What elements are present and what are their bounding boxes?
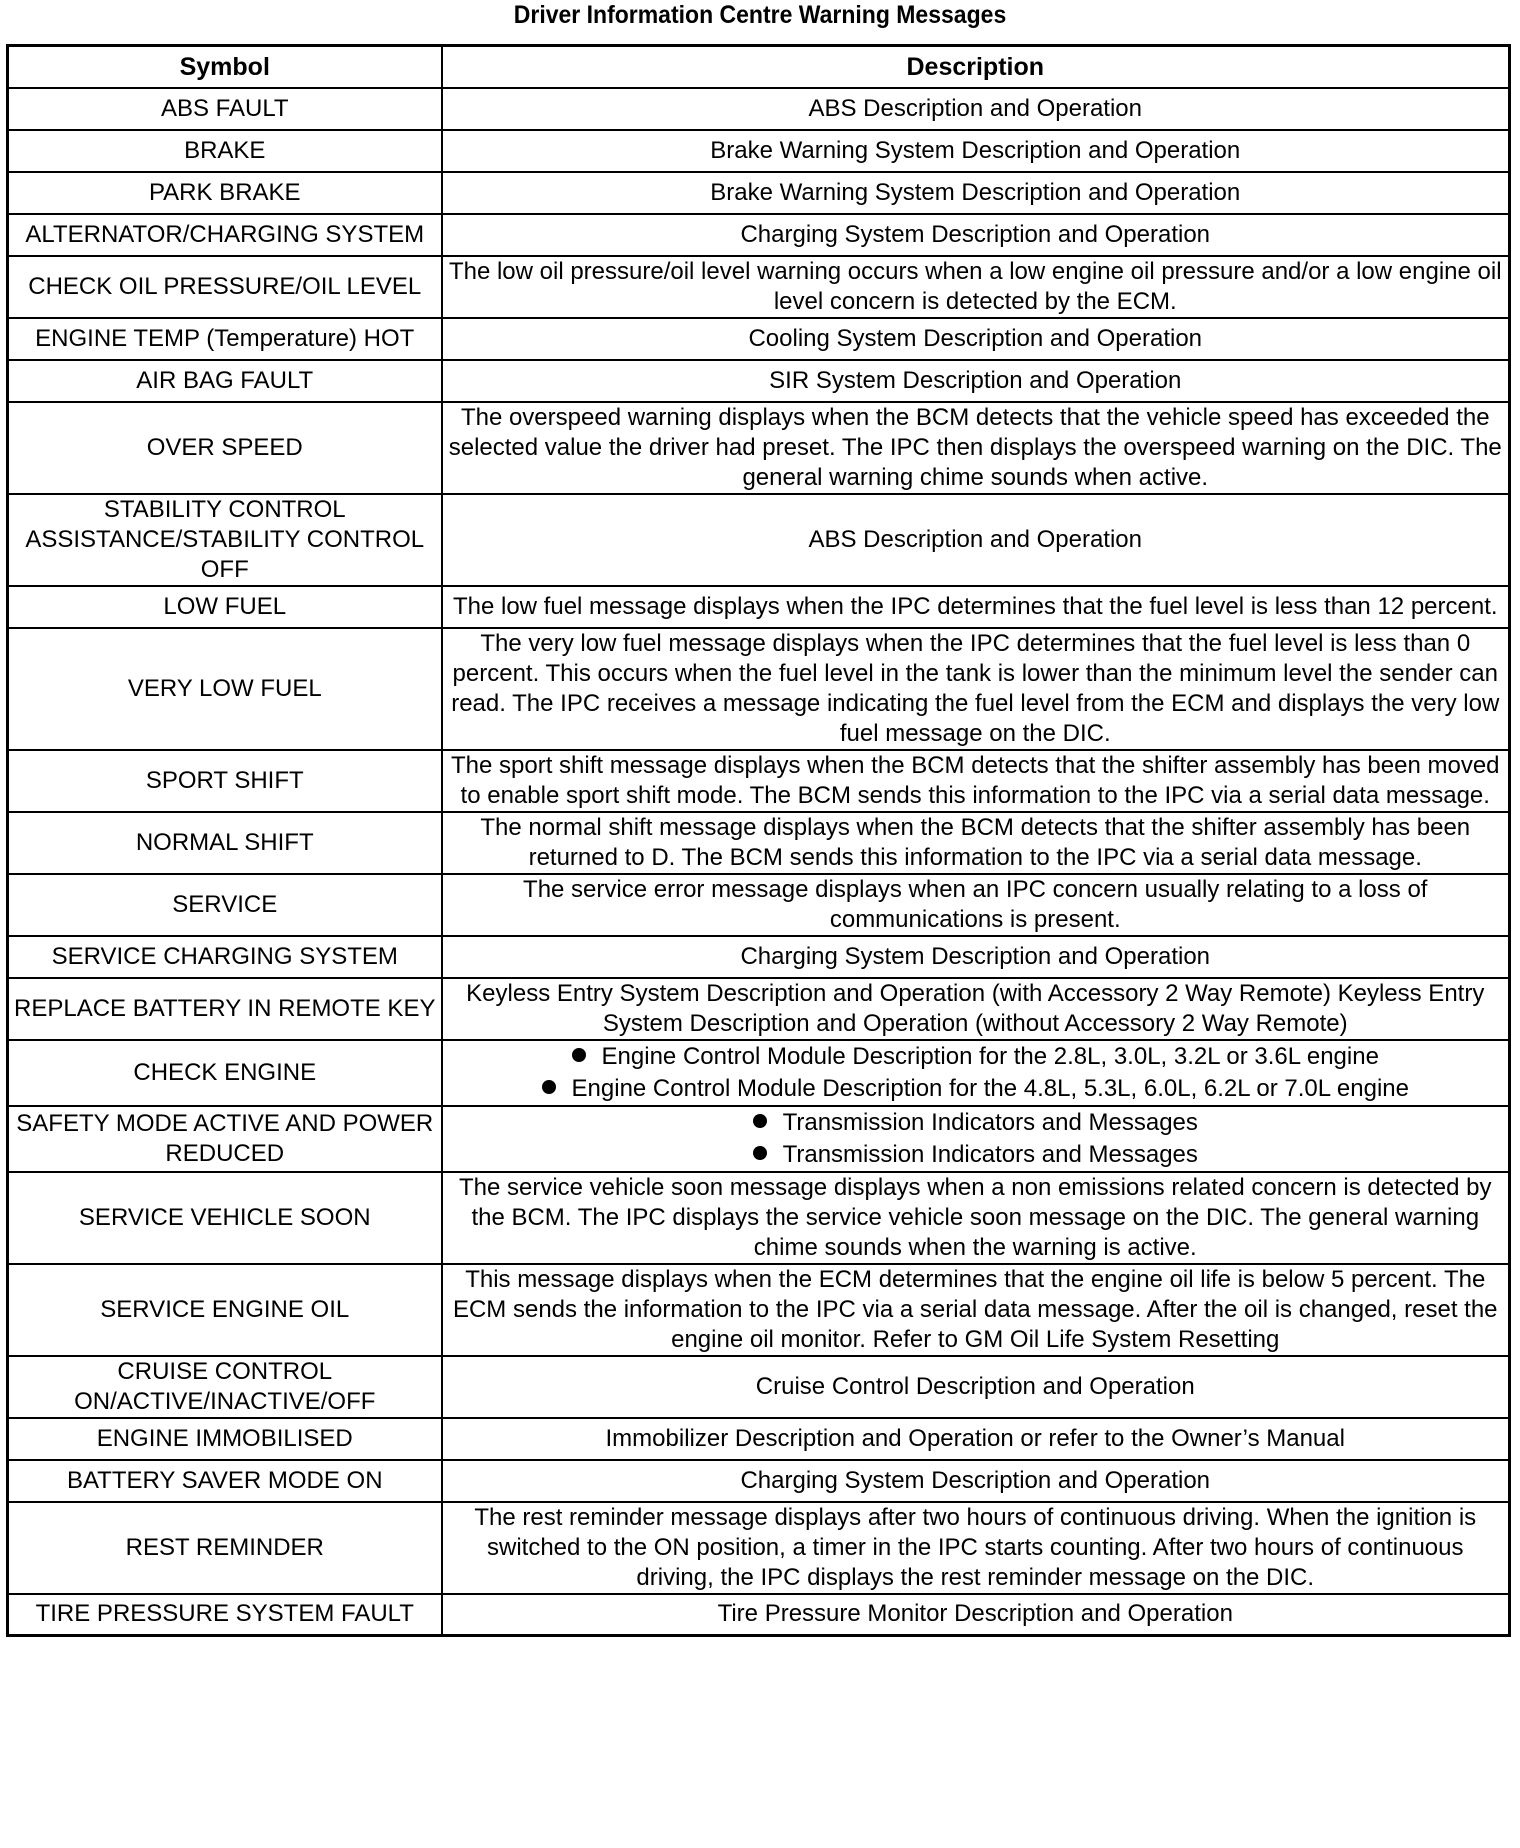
table-row bbox=[8, 874, 1510, 936]
symbol-cell: BATTERY SAVER MODE ON bbox=[8, 1460, 442, 1502]
table-row bbox=[8, 172, 1510, 214]
bullet-item bbox=[449, 1107, 1503, 1139]
description-cell: SIR System Description and Operation bbox=[442, 360, 1510, 402]
symbol-cell: ALTERNATOR/CHARGING SYSTEM bbox=[8, 214, 442, 256]
bullet-text: Engine Control Module Description for the 4.8L, 5.3L, 6.0L, 6.2L or 7.0L engine bbox=[571, 1074, 1409, 1102]
description-cell: The low oil pressure/oil level warning occurs when a low engine oil pressure and/or a low engine oil level concern is detected by the ECM. bbox=[442, 256, 1510, 318]
table-row bbox=[8, 1106, 1510, 1172]
description-cell bbox=[442, 1040, 1510, 1106]
symbol-cell: ENGINE IMMOBILISED bbox=[8, 1418, 442, 1460]
description-cell: Brake Warning System Description and Operation bbox=[442, 130, 1510, 172]
bullet-dot-icon bbox=[753, 1114, 767, 1128]
description-cell: Charging System Description and Operation bbox=[442, 1460, 1510, 1502]
description-cell: The service vehicle soon message displays when a non emissions related concern is detected by the BCM. The IPC displays the service vehicle soon message on the DIC. The general warning chime sounds when the warning is active. bbox=[442, 1172, 1510, 1264]
symbol-cell: SERVICE VEHICLE SOON bbox=[8, 1172, 442, 1264]
symbol-cell: BRAKE bbox=[8, 130, 442, 172]
symbol-cell: ENGINE TEMP (Temperature) HOT bbox=[8, 318, 442, 360]
symbol-cell: REST REMINDER bbox=[8, 1502, 442, 1594]
description-cell: Charging System Description and Operation bbox=[442, 936, 1510, 978]
table-row bbox=[8, 1040, 1510, 1106]
description-cell: Keyless Entry System Description and Operation (with Accessory 2 Way Remote) Keyless Entry System Description and Operation (without Accessory 2 Way Remote) bbox=[442, 978, 1510, 1040]
description-cell: This message displays when the ECM determines that the engine oil life is below 5 percent. The ECM sends the information to the IPC via a serial data message. After the oil is changed, reset the engine oil monitor. Refer to GM Oil Life System Resetting bbox=[442, 1264, 1510, 1356]
symbol-cell: AIR BAG FAULT bbox=[8, 360, 442, 402]
table-row bbox=[8, 750, 1510, 812]
table-row bbox=[8, 1594, 1510, 1636]
description-cell: Charging System Description and Operation bbox=[442, 214, 1510, 256]
symbol-cell: LOW FUEL bbox=[8, 586, 442, 628]
table-row bbox=[8, 1418, 1510, 1460]
bullet-text: Transmission Indicators and Messages bbox=[782, 1140, 1198, 1168]
description-column-header: Description bbox=[442, 46, 1510, 88]
symbol-cell: SPORT SHIFT bbox=[8, 750, 442, 812]
table-row bbox=[8, 130, 1510, 172]
symbol-cell: VERY LOW FUEL bbox=[8, 628, 442, 750]
description-cell: ABS Description and Operation bbox=[442, 494, 1510, 586]
description-cell: The rest reminder message displays after two hours of continuous driving. When the ignition is switched to the ON position, a timer in the IPC starts counting. After two hours of continuous driving, the IPC displays the rest reminder message on the DIC. bbox=[442, 1502, 1510, 1594]
symbol-cell: CHECK OIL PRESSURE/OIL LEVEL bbox=[8, 256, 442, 318]
table-row bbox=[8, 586, 1510, 628]
symbol-cell: OVER SPEED bbox=[8, 402, 442, 494]
description-cell bbox=[442, 1106, 1510, 1172]
description-cell: Cruise Control Description and Operation bbox=[442, 1356, 1510, 1418]
symbol-cell: SERVICE ENGINE OIL bbox=[8, 1264, 442, 1356]
description-cell: The very low fuel message displays when the IPC determines that the fuel level is less than 0 percent. This occurs when the fuel level in the tank is lower than the minimum level the sender can read. The IPC receives a message indicating the fuel level from the ECM and displays the very low fuel message on the DIC. bbox=[442, 628, 1510, 750]
description-cell: Tire Pressure Monitor Description and Operation bbox=[442, 1594, 1510, 1636]
table-row bbox=[8, 88, 1510, 130]
description-cell: The low fuel message displays when the IPC determines that the fuel level is less than 12 percent. bbox=[442, 586, 1510, 628]
bullet-list bbox=[449, 1041, 1503, 1105]
symbol-cell: NORMAL SHIFT bbox=[8, 812, 442, 874]
bullet-dot-icon bbox=[753, 1146, 767, 1160]
table-row bbox=[8, 1172, 1510, 1264]
description-cell: The normal shift message displays when the BCM detects that the shifter assembly has been returned to D. The BCM sends this information to the IPC via a serial data message. bbox=[442, 812, 1510, 874]
table-row bbox=[8, 1502, 1510, 1594]
bullet-item bbox=[449, 1139, 1503, 1171]
symbol-column-header: Symbol bbox=[8, 46, 442, 88]
description-cell: The overspeed warning displays when the BCM detects that the vehicle speed has exceeded the selected value the driver had preset. The IPC then displays the overspeed warning on the DIC. The general warning chime sounds when active. bbox=[442, 402, 1510, 494]
description-cell: The sport shift message displays when the BCM detects that the shifter assembly has been moved to enable sport shift mode. The BCM sends this information to the IPC via a serial data message. bbox=[442, 750, 1510, 812]
symbol-cell: SAFETY MODE ACTIVE AND POWER REDUCED bbox=[8, 1106, 442, 1172]
table-row bbox=[8, 402, 1510, 494]
table-row bbox=[8, 1356, 1510, 1418]
bullet-list bbox=[449, 1107, 1503, 1171]
table-row bbox=[8, 812, 1510, 874]
table-row bbox=[8, 1264, 1510, 1356]
bullet-dot-icon bbox=[572, 1048, 586, 1062]
description-cell: Cooling System Description and Operation bbox=[442, 318, 1510, 360]
bullet-text: Engine Control Module Description for the 2.8L, 3.0L, 3.2L or 3.6L engine bbox=[601, 1042, 1379, 1070]
table-row bbox=[8, 936, 1510, 978]
symbol-cell: REPLACE BATTERY IN REMOTE KEY bbox=[8, 978, 442, 1040]
symbol-cell: ABS FAULT bbox=[8, 88, 442, 130]
table-body bbox=[8, 88, 1510, 1636]
bullet-item bbox=[449, 1073, 1503, 1105]
bullet-item bbox=[449, 1041, 1503, 1073]
table-row bbox=[8, 978, 1510, 1040]
description-cell: The service error message displays when an IPC concern usually relating to a loss of communications is present. bbox=[442, 874, 1510, 936]
description-cell: Immobilizer Description and Operation or refer to the Owner’s Manual bbox=[442, 1418, 1510, 1460]
symbol-cell: TIRE PRESSURE SYSTEM FAULT bbox=[8, 1594, 442, 1636]
description-cell: Brake Warning System Description and Operation bbox=[442, 172, 1510, 214]
table-row bbox=[8, 318, 1510, 360]
bullet-text: Transmission Indicators and Messages bbox=[782, 1108, 1198, 1136]
symbol-cell: CRUISE CONTROL ON/ACTIVE/INACTIVE/OFF bbox=[8, 1356, 442, 1418]
table-row bbox=[8, 360, 1510, 402]
table-row bbox=[8, 256, 1510, 318]
symbol-cell: PARK BRAKE bbox=[8, 172, 442, 214]
table-header-row bbox=[8, 46, 1510, 88]
description-cell: ABS Description and Operation bbox=[442, 88, 1510, 130]
table-row bbox=[8, 214, 1510, 256]
symbol-cell: SERVICE CHARGING SYSTEM bbox=[8, 936, 442, 978]
page-title: Driver Information Centre Warning Messages bbox=[513, 1, 1007, 29]
warning-messages-table bbox=[6, 44, 1511, 1637]
table-row bbox=[8, 494, 1510, 586]
table-row bbox=[8, 628, 1510, 750]
symbol-cell: CHECK ENGINE bbox=[8, 1040, 442, 1106]
symbol-cell: STABILITY CONTROL ASSISTANCE/STABILITY CONTROL OFF bbox=[8, 494, 442, 586]
table-row bbox=[8, 1460, 1510, 1502]
symbol-cell: SERVICE bbox=[8, 874, 442, 936]
bullet-dot-icon bbox=[542, 1080, 556, 1094]
